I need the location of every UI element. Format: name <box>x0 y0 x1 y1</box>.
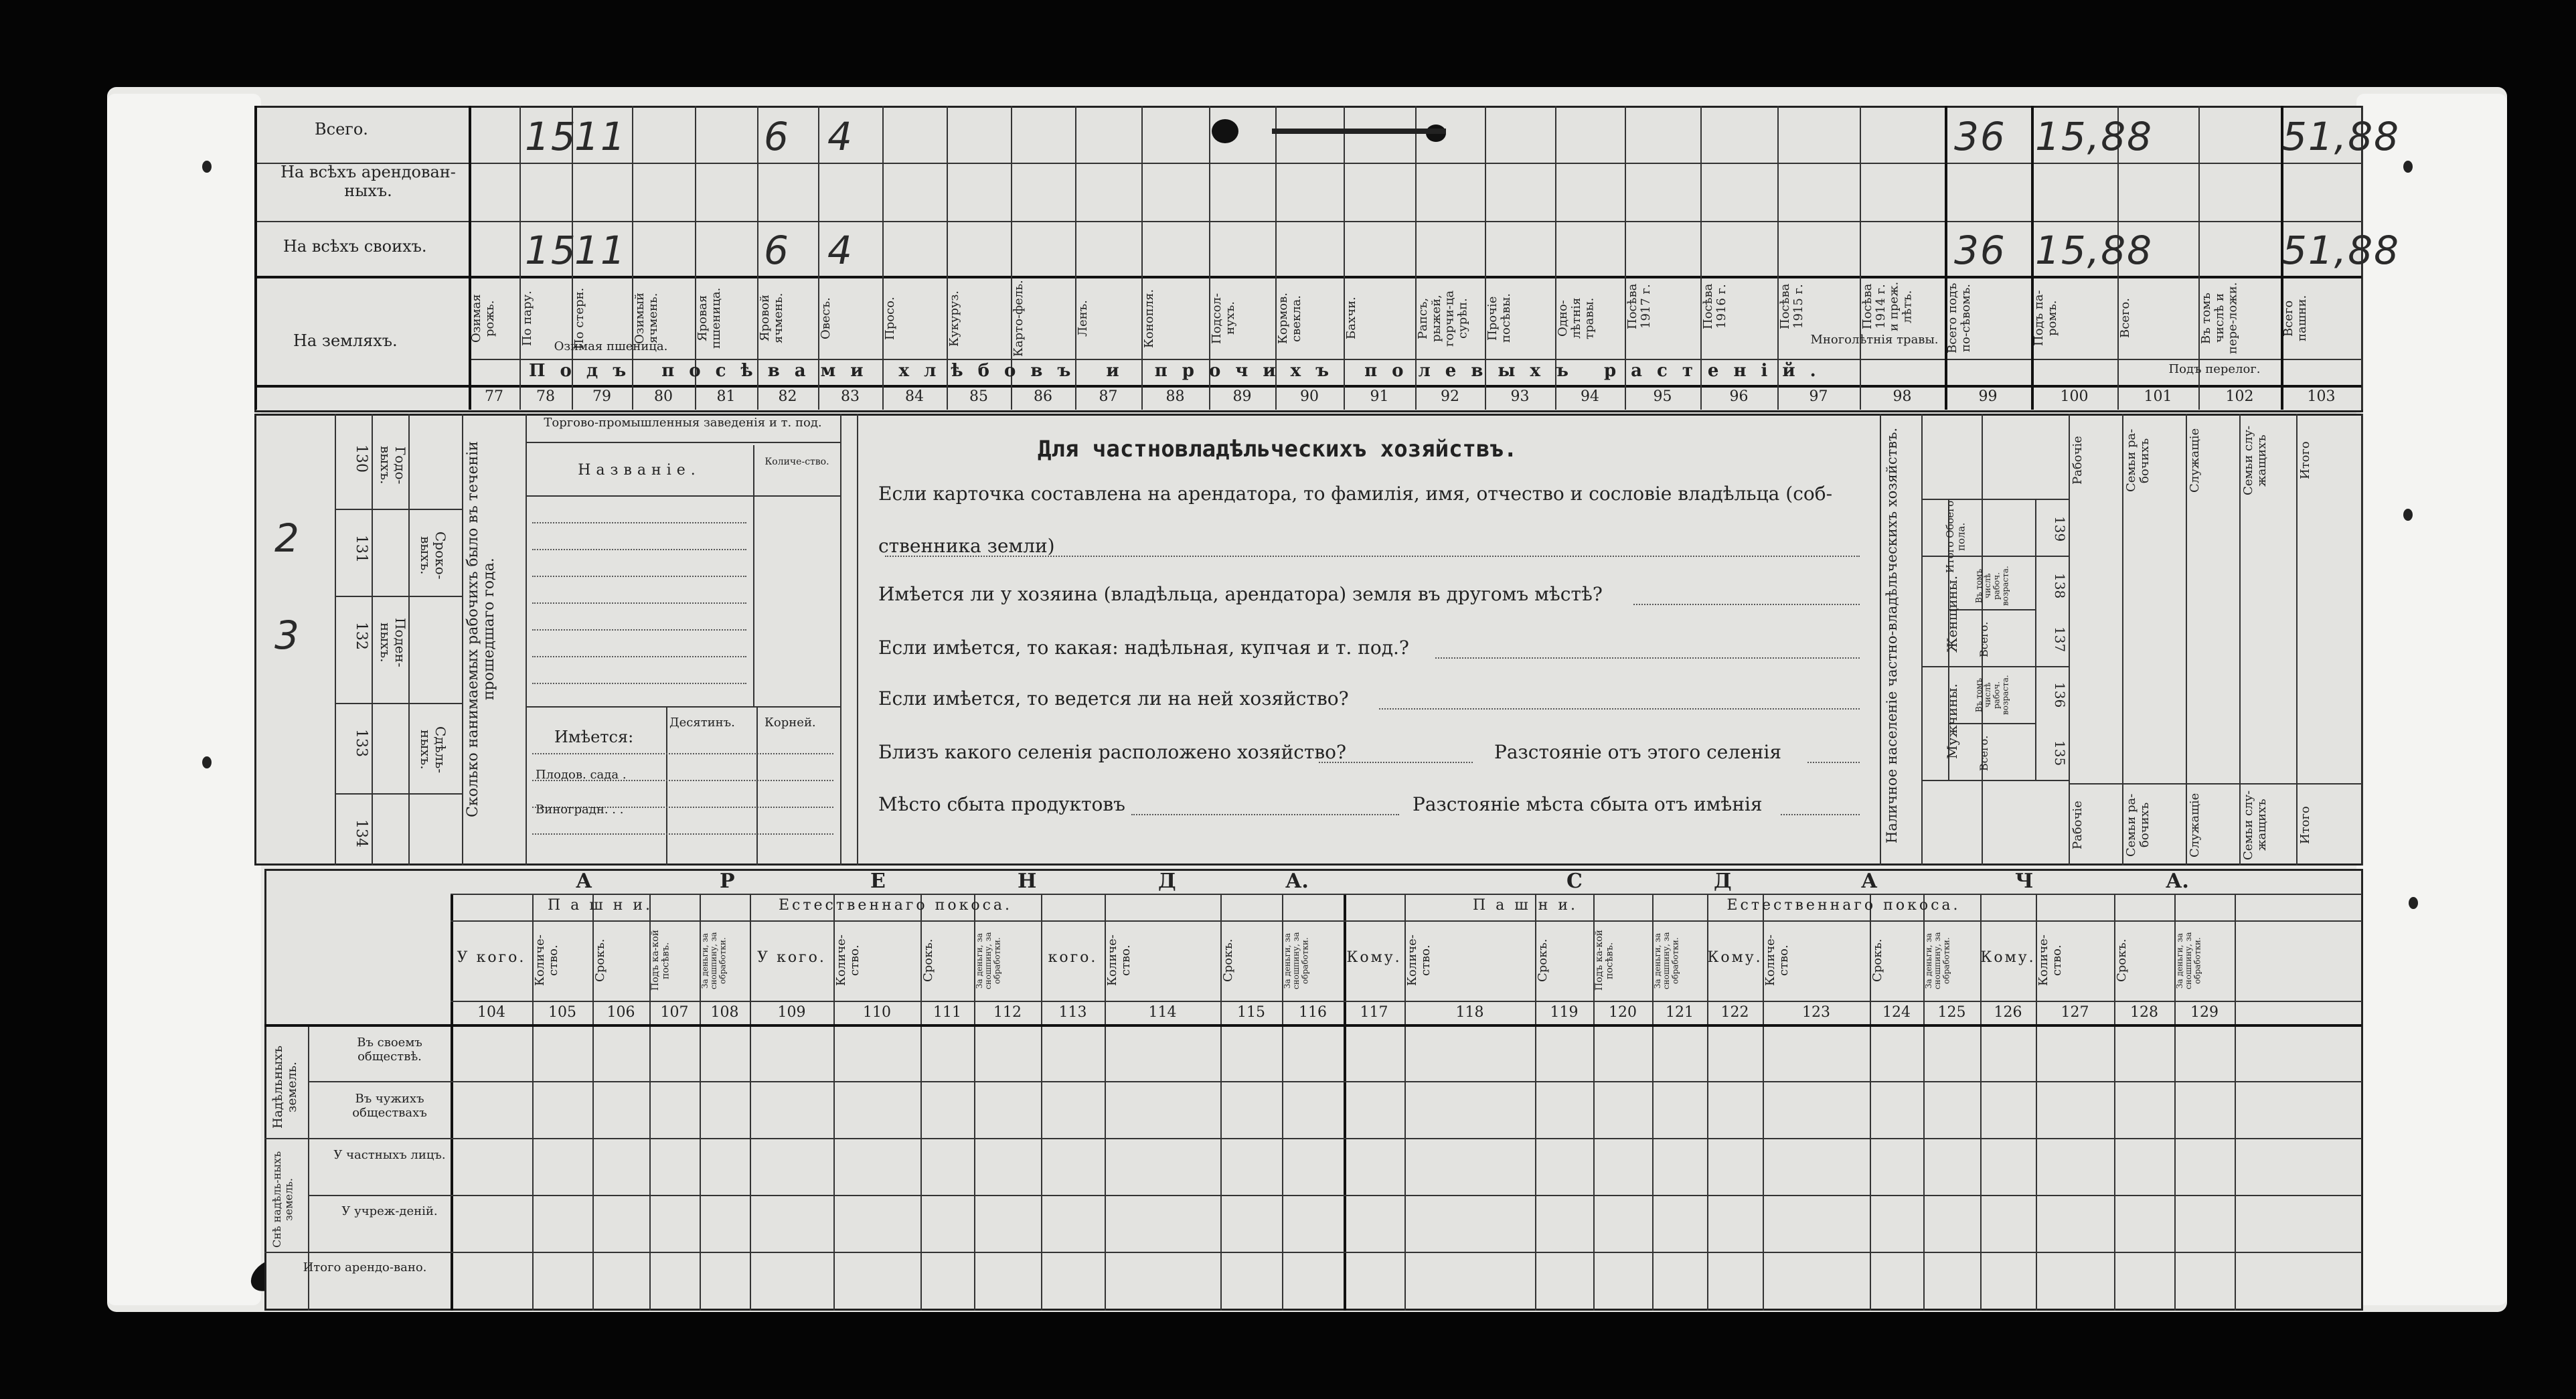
grid-line <box>254 276 2363 278</box>
grid-line <box>451 894 2362 895</box>
grid-column-line <box>254 106 257 410</box>
grid-line <box>1921 780 2069 781</box>
lease-col-number-111: 111 <box>933 1004 961 1021</box>
answer-line-q1b <box>885 556 1860 557</box>
column-number-82: 82 <box>778 388 797 405</box>
column-number-134: 134 <box>353 819 370 847</box>
grid-line <box>451 1001 2362 1002</box>
grid-line <box>335 596 462 597</box>
pop-col-136: 136 <box>2052 681 2068 708</box>
column-number-102: 102 <box>2225 388 2254 405</box>
grid-column-line <box>2362 414 2363 866</box>
lease-col-number-116: 116 <box>1299 1004 1327 1021</box>
lease-col-number-129: 129 <box>2190 1004 2219 1021</box>
hand-131: 2 <box>274 515 301 561</box>
hand-own-3: 4 <box>827 228 854 273</box>
right-col-bottom-1: Семьи ра-бочихъ <box>2124 793 2152 857</box>
lease-col-number-113: 113 <box>1058 1004 1087 1021</box>
grid-line <box>308 1081 2362 1082</box>
grid-line <box>526 442 840 443</box>
paper-right-margin <box>2356 94 2507 1305</box>
lease-header-128: Срокъ. <box>2115 938 2129 983</box>
group-fallow: Подъ перелог. <box>2168 362 2261 376</box>
grid-column-line <box>2122 414 2123 866</box>
hand-own-1: 11 <box>574 228 627 273</box>
arenda-letter-3: Н <box>1018 870 1037 893</box>
column-header-82: Яровой ячмень. <box>758 293 785 344</box>
right-col-top-4: Итого <box>2298 441 2312 480</box>
sdacha-pashni: П а ш н и. <box>1472 897 1579 914</box>
lease-header-129: За деньги, за сношпину, за обработки. <box>2175 932 2202 989</box>
grid-column-line <box>1860 106 1861 410</box>
lease-header-114: Количе-ство. <box>1105 934 1133 987</box>
column-header-86: Карто-фель. <box>1012 280 1026 357</box>
column-number-94: 94 <box>1581 388 1599 405</box>
column-header-103: Всего пашни. <box>2281 295 2309 342</box>
column-number-103: 103 <box>2307 388 2336 405</box>
pop-col-137: 137 <box>2052 626 2068 653</box>
group-ne-nadel: Снѣ надѣль-ныхъ земель. <box>270 1151 295 1248</box>
column-number-100: 100 <box>2060 388 2089 405</box>
question-market-distance: Разстояніе мѣста сбыта отъ имѣнія <box>1413 793 1763 815</box>
grid-column-line <box>372 414 373 866</box>
grid-column-line <box>1945 106 1947 410</box>
punch-hole <box>2403 509 2413 521</box>
pop-total-word: Всего. <box>1978 735 1990 771</box>
hand-own-6: 51,88 <box>2282 228 2401 273</box>
grid-line <box>264 1138 2362 1139</box>
lease-header-109: У кого. <box>757 949 826 966</box>
column-number-93: 93 <box>1510 388 1530 405</box>
right-col-top-2: Служащіе <box>2188 428 2202 493</box>
question-land-type: Если имѣется, то какая: надѣльная, купчая и т. под.? <box>878 637 1409 659</box>
column-number-87: 87 <box>1099 388 1118 405</box>
column-number-89: 89 <box>1232 388 1252 405</box>
right-col-bottom-3: Семьи слу-жащихъ <box>2241 790 2269 860</box>
lease-header-118: Количе-ство. <box>1405 934 1433 987</box>
lease-header-115: Срокъ. <box>1221 938 1235 983</box>
row-label-total: Всего. <box>315 120 368 139</box>
column-number-95: 95 <box>1653 388 1672 405</box>
column-header-95: Посѣва 1917 г. <box>1625 283 1653 330</box>
question-village: Близъ какого селенія расположено хозяйство? <box>878 741 1347 763</box>
lease-col-number-107: 107 <box>660 1004 689 1021</box>
group-nadel: Надѣльныхъ земель. <box>270 1045 299 1129</box>
grid-line <box>254 385 2363 388</box>
grid-line <box>2035 499 2036 780</box>
men-label: Мужчины. <box>1944 683 1960 760</box>
sdacha-letter-4: А. <box>2166 870 2189 893</box>
right-col-bottom-0: Рабочіе <box>2071 801 2085 849</box>
question-other-land: Имѣется ли у хозяина (владѣльца, арендатора) земля въ другомъ мѣстѣ? <box>878 583 1603 605</box>
right-col-bottom-2: Служащіе <box>2188 793 2202 857</box>
lease-col-number-108: 108 <box>710 1004 739 1021</box>
grid-line <box>335 703 462 704</box>
answer-line-q5b <box>1807 762 1860 763</box>
answer-line-q5a <box>1319 762 1473 763</box>
column-number-92: 92 <box>1441 388 1459 405</box>
column-header-88: Конопля. <box>1142 289 1156 348</box>
grid-line <box>1921 666 2069 667</box>
dotted-row <box>532 602 746 604</box>
lease-col-number-126: 126 <box>1994 1004 2022 1021</box>
hand-132: 3 <box>274 612 301 658</box>
trade-name-header: Названіе. <box>578 462 701 479</box>
pop-col-135: 135 <box>2052 740 2068 766</box>
ink-blot <box>1212 119 1238 143</box>
hired-col-label-130: Годо-выхъ. <box>378 446 408 485</box>
desyatin-header: Десятинъ. <box>669 716 735 730</box>
grid-line <box>1921 499 2069 500</box>
grid-line <box>254 221 2363 222</box>
pop-total-word: Всего. <box>1978 621 1990 657</box>
column-number-83: 83 <box>841 388 860 405</box>
column-header-87: Ленъ. <box>1076 300 1090 337</box>
grid-line <box>264 1024 2362 1027</box>
lease-col-number-117: 117 <box>1360 1004 1388 1021</box>
lease-col-number-109: 109 <box>777 1004 806 1021</box>
grid-column-line <box>1921 414 1923 866</box>
arenda-letter-5: А. <box>1285 870 1309 893</box>
column-header-78: По пару. <box>520 291 534 346</box>
hired-col-label-133: Сдѣль-ныхъ. <box>418 726 449 774</box>
column-header-80: Озимый ячмень. <box>633 293 660 344</box>
hand-own-4: 36 <box>1954 228 2006 273</box>
lease-header-123: Количе-ство. <box>1763 934 1791 987</box>
grid-column-line <box>2296 414 2298 866</box>
trade-title: Торгово-промышленныя заведенія и т. под. <box>544 416 822 430</box>
vineyard-label: Виноградн. . . <box>536 803 624 817</box>
dotted-row <box>532 629 746 631</box>
row-total-rented: Итого арендо-вано. <box>303 1260 427 1274</box>
arenda-pashni: П а ш н и. <box>547 897 653 914</box>
arenda-letter-0: А <box>576 870 592 893</box>
lease-col-number-120: 120 <box>1609 1004 1637 1021</box>
private-farms-title: Для частновладѣльческихъ хозяйствъ. <box>1038 436 1518 463</box>
grid-line <box>254 163 2363 164</box>
lease-col-number-112: 112 <box>993 1004 1022 1021</box>
column-number-96: 96 <box>1729 388 1749 405</box>
ink-strike <box>1272 129 1446 134</box>
hand-total-2: 6 <box>764 114 790 159</box>
trade-qty-header: Количе-ство. <box>764 457 829 467</box>
has-label: Имѣется: <box>554 728 634 746</box>
column-header-81: Яровая пшеница. <box>696 287 723 349</box>
column-header-91: Бахчи. <box>1344 297 1358 340</box>
column-header-79: По стерн. <box>572 287 586 349</box>
question-owner-a: Если карточка составлена на арендатора, то фамилія, имя, отчество и сословіе владѣльца (соб- <box>878 483 1833 505</box>
question-farming: Если имѣется, то ведется ли на ней хозяйство? <box>878 687 1349 710</box>
lease-header-126: Кому. <box>1980 949 2036 966</box>
right-col-bottom-4: Итого <box>2298 806 2312 844</box>
column-header-101: Всего. <box>2118 298 2132 339</box>
grid-column-line <box>462 414 463 866</box>
column-header-102: Въ томъ числѣ и пере-ложи. <box>2199 282 2240 355</box>
column-number-132: 132 <box>353 622 370 650</box>
grid-column-line <box>2031 106 2034 410</box>
column-header-93: Прочіе посѣвы. <box>1485 293 1513 343</box>
dotted-row <box>532 683 746 684</box>
grid-column-line <box>519 106 521 410</box>
lease-header-124: Срокъ. <box>1870 938 1884 983</box>
paper-left-margin <box>107 94 261 1305</box>
arenda-letter-2: Е <box>870 870 886 893</box>
column-number-79: 79 <box>592 388 611 405</box>
lease-header-116: За деньги, за сношпину, за обработки. <box>1283 932 1310 989</box>
grid-column-line <box>2239 414 2241 866</box>
hand-total-6: 51,88 <box>2282 114 2401 159</box>
answer-line-q4 <box>1379 708 1860 710</box>
hand-own-2: 6 <box>764 228 790 273</box>
answer-line-q6a <box>1131 814 1399 815</box>
lease-header-120: Подъ ка-кой посѣвъ. <box>1594 930 1615 991</box>
grid-column-line <box>469 106 471 410</box>
lease-header-119: Срокъ. <box>1536 938 1550 983</box>
question-owner-b: ственника земли) <box>878 535 1055 557</box>
column-header-89: Подсол-нухъ. <box>1210 293 1237 344</box>
punch-hole <box>202 756 212 768</box>
grid-column-line <box>2235 894 2236 1311</box>
column-header-97: Посѣва 1915 г. <box>1778 283 1805 330</box>
column-header-96: Посѣва 1916 г. <box>1701 283 1728 330</box>
column-number-80: 80 <box>654 388 673 405</box>
arenda-letter-4: Д <box>1158 870 1176 893</box>
grid-column-line <box>335 414 336 866</box>
row-label-own: На всѣхъ своихъ. <box>283 237 427 256</box>
column-header-85: Кукуруз. <box>947 290 961 347</box>
korney-header: Корней. <box>764 716 816 730</box>
sdacha-pokos: Естественнаго покоса. <box>1726 897 1961 914</box>
column-header-100: Подъ па-ромъ. <box>2032 290 2059 347</box>
lease-col-number-104: 104 <box>477 1004 505 1021</box>
grid-column-line <box>526 414 527 866</box>
dotted-row <box>532 753 833 754</box>
lease-header-107: Подъ ка-кой посѣвъ. <box>650 930 671 991</box>
column-number-90: 90 <box>1300 388 1319 405</box>
column-header-77: Озимая рожь. <box>469 294 497 343</box>
lease-col-number-124: 124 <box>1882 1004 1911 1021</box>
dotted-row <box>532 656 746 657</box>
column-number-133: 133 <box>353 729 370 757</box>
pop-col-138: 138 <box>2052 572 2068 599</box>
column-header-90: Кормов. свекла. <box>1276 293 1303 344</box>
grid-line <box>666 706 667 866</box>
group-perennial-grass: Многолѣтнія травы. <box>1810 333 1939 347</box>
answer-line-q3 <box>1435 657 1860 659</box>
lease-header-117: Кому. <box>1346 949 1402 966</box>
lease-col-number-115: 115 <box>1237 1004 1265 1021</box>
lease-header-108: За деньги, за сношпину, за обработки. <box>700 932 728 989</box>
column-number-101: 101 <box>2144 388 2172 405</box>
grid-column-line <box>408 414 410 866</box>
lease-col-number-106: 106 <box>607 1004 635 1021</box>
pop-col-139: 139 <box>2052 515 2068 542</box>
lease-header-105: Количе-ство. <box>533 934 560 987</box>
question-village-distance: Разстояніе отъ этого селенія <box>1494 741 1781 763</box>
arenda-pokos: Естественнаго покоса. <box>778 897 1012 914</box>
lease-col-number-121: 121 <box>1666 1004 1694 1021</box>
population-title: Наличное населеніе частно-владѣльческихъ хозяйствъ. <box>1884 427 1900 843</box>
women-label: Женщины. <box>1944 575 1960 653</box>
punch-hole <box>202 161 212 173</box>
grid-line <box>335 509 462 510</box>
column-number-77: 77 <box>485 388 503 405</box>
row-own-society: Въ своемъ обществѣ. <box>357 1036 422 1064</box>
sdacha-letter-3: Ч <box>2015 870 2034 893</box>
hand-total-1: 11 <box>574 114 627 159</box>
column-number-98: 98 <box>1893 388 1912 405</box>
arenda-letter-1: Р <box>720 870 735 893</box>
lease-col-number-127: 127 <box>2061 1004 2089 1021</box>
right-col-top-0: Рабочіе <box>2071 436 2085 485</box>
lease-col-number-122: 122 <box>1720 1004 1749 1021</box>
hired-col-label-132: Поден-ныхъ. <box>378 618 408 667</box>
hired-col-label-131: Сроко-выхъ. <box>418 531 449 580</box>
column-number-86: 86 <box>1034 388 1052 405</box>
grid-column-line <box>2069 414 2070 866</box>
pop-incl-workers: Въ томъ числѣ рабоч. возраста. <box>1974 675 2010 715</box>
lease-header-121: За деньги, за сношпину, за обработки. <box>1653 932 1680 989</box>
column-number-99: 99 <box>1978 388 1998 405</box>
column-number-85: 85 <box>969 388 988 405</box>
column-number-81: 81 <box>716 388 736 405</box>
lease-col-number-128: 128 <box>2130 1004 2158 1021</box>
row-other-society: Въ чужихъ обществахъ <box>352 1092 427 1120</box>
orchard-label: Плодов. сада . <box>536 768 627 782</box>
lease-col-number-114: 114 <box>1148 1004 1177 1021</box>
lease-header-125: За деньги, за сношпину, за обработки. <box>1924 932 1951 989</box>
lease-header-122: Кому. <box>1707 949 1763 966</box>
grid-line <box>526 706 840 708</box>
lease-header-112: За деньги, за сношпину, за обработки. <box>975 932 1002 989</box>
lease-col-number-118: 118 <box>1455 1004 1484 1021</box>
lease-col-number-119: 119 <box>1550 1004 1579 1021</box>
grid-line <box>753 445 754 706</box>
lease-header-113: кого. <box>1048 949 1098 966</box>
hand-total-4: 36 <box>1954 114 2006 159</box>
question-market: Мѣсто сбыта продуктовъ <box>878 793 1125 815</box>
pop-total-label: Итого Обоего пола. <box>1944 500 1967 574</box>
punch-hole <box>2403 161 2413 173</box>
sdacha-letter-1: Д <box>1714 870 1732 893</box>
right-col-top-3: Семьи слу-жащихъ <box>2241 425 2269 496</box>
column-header-99: Всего подъ по-сѣвомъ. <box>1945 282 1973 354</box>
lease-col-number-123: 123 <box>1802 1004 1830 1021</box>
column-header-84: Просо. <box>883 297 897 340</box>
hand-own-5: 15,88 <box>2035 228 2154 273</box>
row-label-on-lands: На земляхъ. <box>293 331 398 350</box>
lease-header-111: Срокъ. <box>921 938 935 983</box>
lease-col-number-110: 110 <box>863 1004 891 1021</box>
hand-total-0: 15 <box>525 114 577 159</box>
lease-header-110: Количе-ство. <box>834 934 862 987</box>
column-number-130: 130 <box>353 444 370 473</box>
group-winter-wheat: Озимая пшеница. <box>554 339 668 353</box>
dotted-row <box>532 549 746 550</box>
lease-col-number-125: 125 <box>1937 1004 1966 1021</box>
lease-header-104: У кого. <box>457 949 526 966</box>
row-label-rented: На всѣхъ арендован- ныхъ. <box>280 163 456 200</box>
lease-col-number-105: 105 <box>548 1004 576 1021</box>
column-number-91: 91 <box>1370 388 1389 405</box>
column-number-97: 97 <box>1809 388 1828 405</box>
column-number-88: 88 <box>1165 388 1185 405</box>
grid-line <box>756 706 758 866</box>
grid-line <box>451 920 2362 922</box>
grid-column-line <box>1880 414 1881 866</box>
grid-column-line <box>857 414 858 866</box>
column-header-83: Овесъ. <box>819 297 833 339</box>
answer-line-q6b <box>1781 814 1860 815</box>
dotted-row <box>532 522 746 523</box>
pop-incl-workers: Въ томъ числѣ рабоч. возраста. <box>1974 566 2010 606</box>
column-header-92: Рапсъ, рыжей, горчи-ца сурѣп. <box>1416 290 1470 347</box>
grid-line <box>526 495 840 497</box>
grid-line <box>1921 556 2069 557</box>
right-col-top-1: Семьи ра-бочихъ <box>2124 428 2152 493</box>
grid-line <box>264 1252 2362 1253</box>
answer-line-q2 <box>1633 604 1860 605</box>
row-private-persons: У частныхъ лицъ. <box>333 1148 446 1162</box>
grid-column-line <box>840 414 841 866</box>
row-institutions: У учреж-деній. <box>341 1204 438 1218</box>
sown-banner: Подъ посѣвами хлѣбовъ и прочихъ полевыхъ растеній. <box>529 361 1831 381</box>
hand-total-3: 4 <box>827 114 854 159</box>
hand-total-5: 15,88 <box>2035 114 2154 159</box>
grid-line <box>308 1195 2362 1196</box>
column-header-94: Одно-лѣтнія травы. <box>1556 297 1597 339</box>
lease-header-106: Срокъ. <box>593 938 607 983</box>
column-number-78: 78 <box>536 388 555 405</box>
hand-own-0: 15 <box>525 228 577 273</box>
grid-line <box>335 793 462 795</box>
dotted-row <box>532 833 833 835</box>
sdacha-letter-2: А <box>1861 870 1878 893</box>
grid-line <box>2069 783 2362 785</box>
dotted-row <box>532 576 746 577</box>
column-number-84: 84 <box>905 388 924 405</box>
sdacha-letter-0: С <box>1566 870 1583 893</box>
lease-header-127: Количе-ство. <box>2036 934 2064 987</box>
column-header-98: Посѣва 1914 г. и преж. лѣтъ. <box>1860 281 1915 332</box>
column-number-131: 131 <box>353 535 370 563</box>
grid-column-line <box>2186 414 2187 866</box>
hired-title: Сколько нанимаемых рабочихъ было въ теченіи прошедшаго года. <box>465 441 498 817</box>
punch-hole <box>2409 897 2418 909</box>
